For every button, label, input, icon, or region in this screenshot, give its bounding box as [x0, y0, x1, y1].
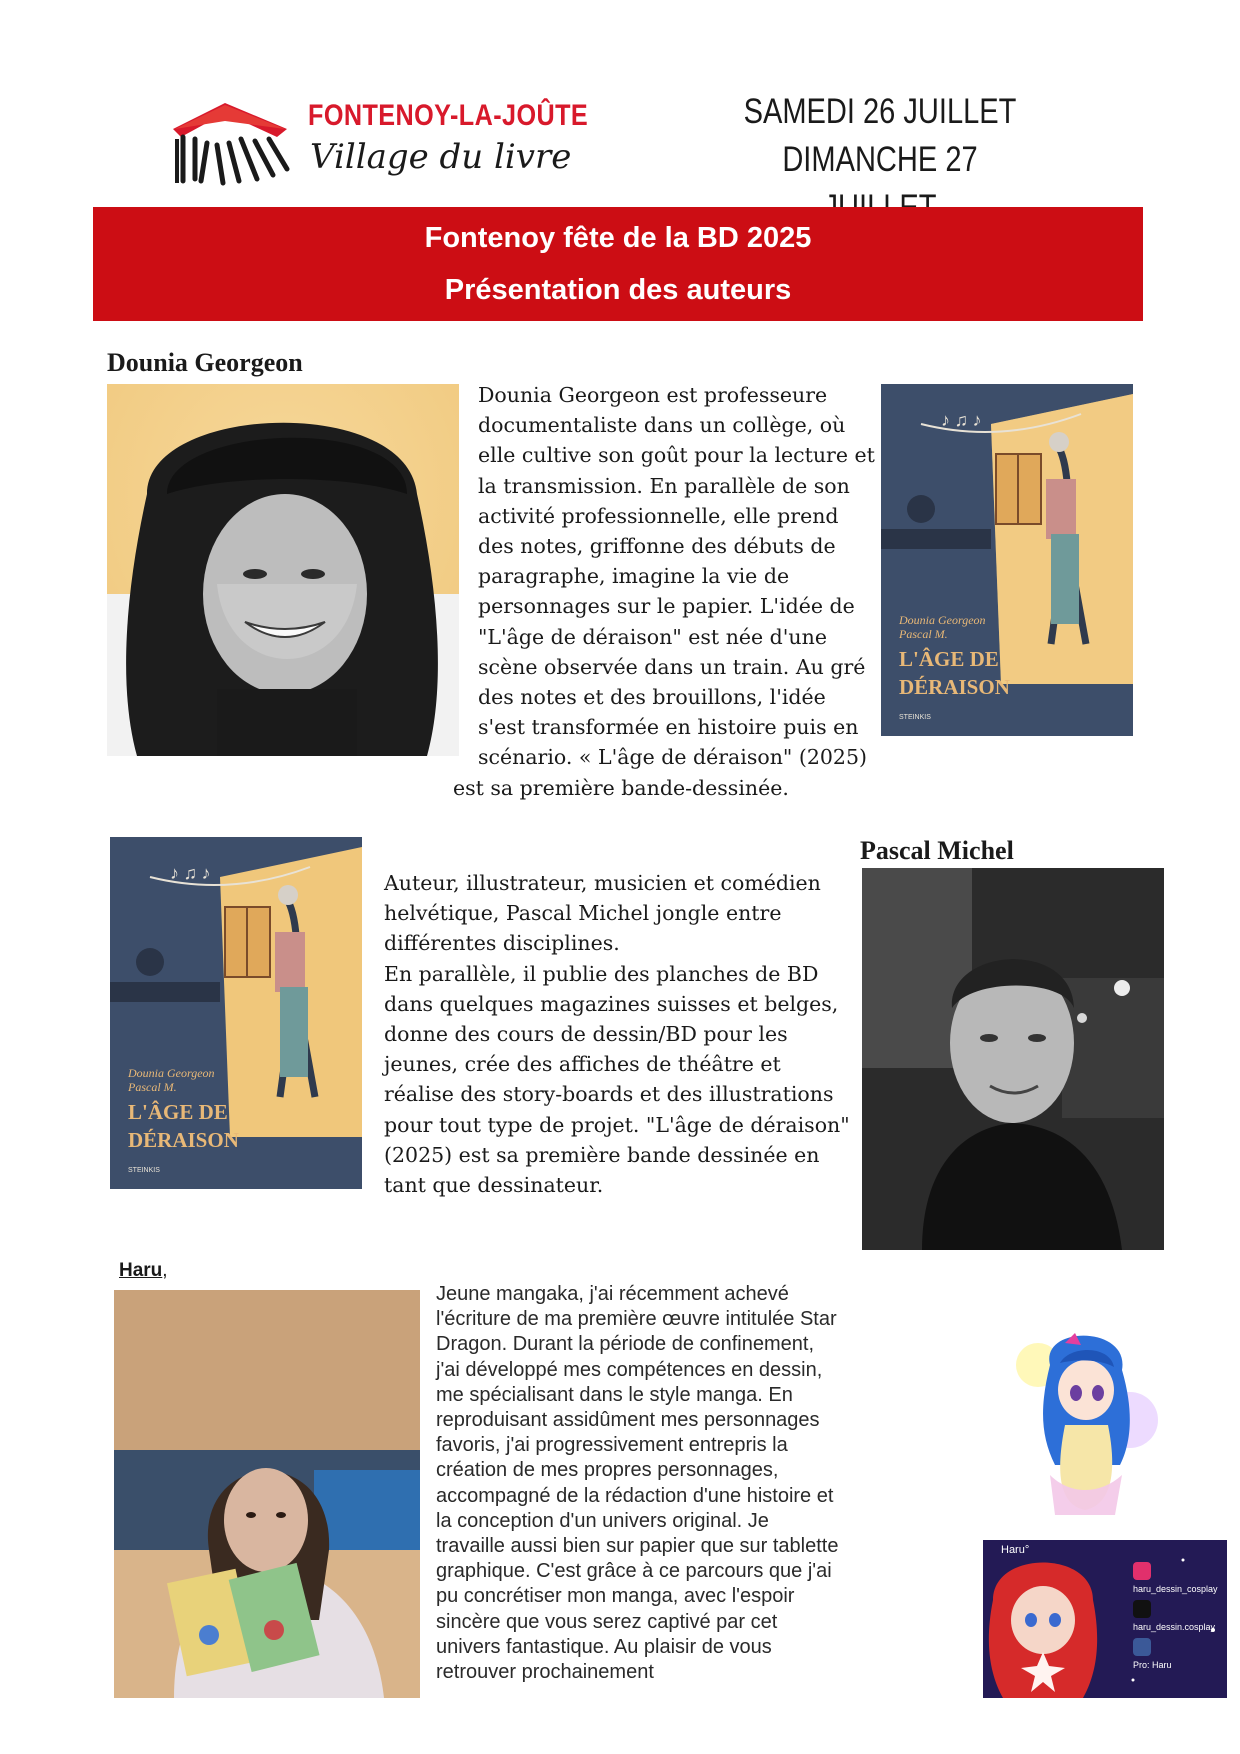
bio-line: sincère que vous serez captivé par cet	[436, 1610, 778, 1633]
bio-line: univers fantastique. Au plaisir de vous	[436, 1635, 772, 1658]
bio-line: graphique. C'est grâce à ce parcours que j'ai	[436, 1560, 832, 1583]
banner-subtitle: Présentation des auteurs	[444, 274, 792, 306]
bio-line: helvétique, Pascal Michel jongle entre	[384, 901, 782, 926]
bio-line: jeunes, crée des affiches de théâtre et	[384, 1052, 781, 1077]
bio-line: scénario. « L'âge de déraison" (2025)	[478, 745, 868, 770]
bio-line: documentaliste dans un collège, où	[478, 413, 846, 438]
logo	[165, 95, 589, 195]
bio-line: retrouver prochainement	[436, 1661, 654, 1684]
author-photo-haru	[114, 1290, 420, 1698]
instagram-icon	[1133, 1562, 1151, 1580]
haru-card-label: Haru°	[1001, 1544, 1030, 1556]
svg-text:STEINKIS: STEINKIS	[899, 714, 931, 721]
bio-line: (2025) est sa première bande dessinée en	[384, 1142, 820, 1167]
svg-text:L'ÂGE DE: L'ÂGE DE	[899, 647, 999, 671]
bio-line: des notes et des brouillons, l'idée	[478, 685, 826, 710]
author-photo-pascal	[862, 868, 1164, 1250]
author-bio-dounia	[453, 380, 898, 803]
bio-line: réalise des story-boards et des illustrations	[384, 1082, 834, 1107]
bio-line: la transmission. En parallèle de son	[478, 473, 850, 498]
bio-line: activité professionnelle, elle prend	[478, 503, 839, 528]
bio-line: Auteur, illustrateur, musicien et comédien	[384, 871, 821, 895]
author-bio-pascal	[384, 868, 854, 1200]
bio-line: travaille aussi bien sur papier que sur tablette	[436, 1535, 839, 1558]
bio-line: Jeune mangaka, j'ai récemment achevé	[436, 1283, 789, 1305]
logo-house-icon	[165, 99, 305, 189]
bio-line: la conception d'un univers original. Je	[436, 1509, 769, 1532]
banner-title: Fontenoy fête de la BD 2025	[424, 222, 812, 254]
author-name-pascal: Pascal Michel	[860, 836, 1014, 865]
bio-line: favoris, j'ai progressivement entrepris la	[436, 1434, 788, 1457]
author-bio-haru	[436, 1282, 906, 1685]
haru-social-card	[983, 1540, 1227, 1698]
bio-line: me spécialisant dans le style manga. En	[436, 1383, 793, 1406]
svg-text:Pascal M.: Pascal M.	[128, 1080, 177, 1094]
bio-line: j'ai développé mes compétences en dessin,	[436, 1358, 823, 1381]
bio-line: scène observée dans un train. Au gré	[478, 654, 866, 679]
svg-text:♪ ♫ ♪: ♪ ♫ ♪	[941, 410, 982, 430]
bio-line: pour tout type de projet. "L'âge de déraison"	[384, 1112, 850, 1137]
book-cover	[110, 837, 362, 1189]
title-banner	[93, 207, 1143, 321]
bio-line: des notes, griffonne des débuts de	[478, 534, 836, 559]
cover-authors: Dounia Georgeon	[899, 613, 986, 627]
bio-line: Dounia Georgeon est professeure	[478, 383, 828, 407]
logo-subtitle: Village du livre	[310, 137, 572, 177]
svg-text:DÉRAISON: DÉRAISON	[128, 1128, 239, 1152]
bio-line: s'est transformée en histoire puis en	[478, 715, 859, 740]
svg-text:Pascal M.: Pascal M.	[899, 627, 948, 641]
date-line-2: DIMANCHE 27	[782, 140, 978, 179]
date-line-1: SAMEDI 26 JUILLET	[743, 92, 1017, 131]
bio-line: pu concrétiser mon manga, avec l'espoir	[436, 1585, 795, 1608]
haru-card-facebook: Pro: Haru	[1133, 1660, 1172, 1670]
bio-line: création de mes propres personnages,	[436, 1459, 779, 1482]
bio-line: elle cultive son goût pour la lecture et	[478, 443, 875, 468]
svg-text:♪ ♫ ♪: ♪ ♫ ♪	[170, 863, 211, 883]
bio-line: reproduisant assidûment mes personnages	[436, 1409, 820, 1432]
svg-text:L'ÂGE DE: L'ÂGE DE	[128, 1100, 228, 1124]
svg-text:DÉRAISON: DÉRAISON	[899, 675, 1010, 699]
tiktok-icon	[1133, 1600, 1151, 1618]
bio-line: dans quelques magazines suisses et belges,	[384, 991, 839, 1016]
bio-line: différentes disciplines.	[384, 931, 620, 956]
author-name-haru-suffix: ,	[162, 1260, 168, 1281]
bio-line: est sa première bande-dessinée.	[453, 775, 789, 800]
author-name-dounia: Dounia Georgeon	[107, 348, 303, 377]
logo-title: FONTENOY-LA-JOÛTE	[308, 99, 589, 132]
bio-line: tant que dessinateur.	[384, 1173, 604, 1198]
bio-line: donne des cours de dessin/BD pour les	[384, 1022, 788, 1047]
book-cover	[881, 384, 1133, 736]
bio-line: l'écriture de ma première œuvre intitulée Star	[436, 1308, 837, 1331]
author-photo-dounia	[107, 384, 459, 756]
bio-line: paragraphe, imagine la vie de	[478, 564, 790, 589]
bio-line: En parallèle, il publie des planches de BD	[384, 961, 819, 986]
svg-text:Dounia Georgeon: Dounia Georgeon	[128, 1066, 215, 1080]
bio-line: Dragon. Durant la période de confinement,	[436, 1333, 815, 1356]
svg-text:STEINKIS: STEINKIS	[128, 1167, 160, 1174]
haru-card-instagram: haru_dessin_cosplay	[1133, 1584, 1218, 1594]
author-name-haru-text: Haru	[119, 1260, 163, 1281]
bio-line: personnages sur le papier. L'idée de	[478, 594, 855, 619]
facebook-icon	[1133, 1638, 1151, 1656]
bio-line: accompagné de la rédaction d'une histoire et	[436, 1484, 834, 1507]
bio-line: "L'âge de déraison" est née d'une	[478, 624, 827, 649]
haru-card-tiktok: haru_dessin.cosplay	[1133, 1622, 1216, 1632]
author-name-haru	[119, 1260, 168, 1282]
manga-character-illustration	[1010, 1325, 1160, 1525]
